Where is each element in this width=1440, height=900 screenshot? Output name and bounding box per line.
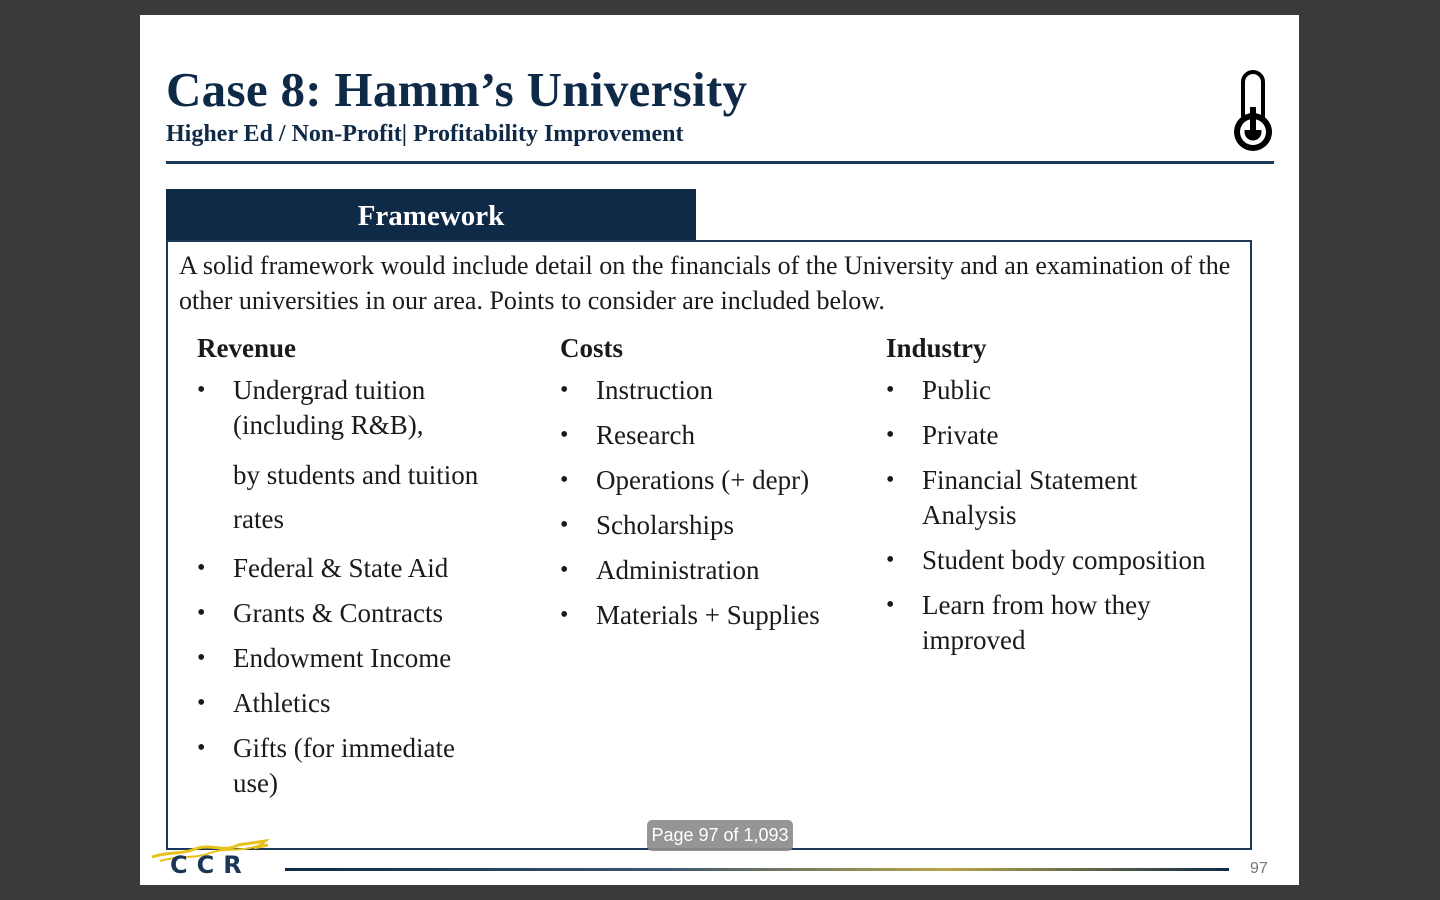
slide-page-number: 97 [1250, 860, 1268, 877]
footer-divider [285, 868, 1229, 871]
list-item: • Athletics [197, 686, 497, 721]
costs-heading: Costs [560, 333, 624, 363]
list-item: • Learn from how they improved [886, 588, 1172, 658]
slide-title: Case 8: Hamm’s University [166, 62, 748, 117]
list-item: • Operations (+ depr) [560, 463, 870, 498]
list-item: • Private [886, 418, 1236, 453]
costs-column [560, 332, 870, 643]
ccr-logo: CCR [170, 851, 251, 879]
list-item: • Instruction [560, 373, 870, 408]
list-item-continuation: by students and tuition rates [233, 460, 479, 534]
revenue-list [197, 373, 497, 801]
list-item: • Grants & Contracts [197, 596, 497, 631]
slide [140, 15, 1299, 885]
framework-box [166, 240, 1252, 850]
list-item: • Financial Statement Analysis [886, 463, 1162, 533]
list-item [197, 373, 479, 541]
list-item: • Endowment Income [197, 641, 497, 676]
revenue-heading: Revenue [197, 333, 296, 363]
list-item: • Federal & State Aid [197, 551, 497, 586]
title-divider [166, 161, 1274, 164]
page-indicator: Page 97 of 1,093 [647, 820, 793, 851]
industry-heading: Industry [886, 333, 987, 363]
thermometer-icon [1230, 69, 1276, 155]
revenue-column [197, 332, 497, 811]
list-item: • Materials + Supplies [560, 598, 870, 633]
list-item: • Administration [560, 553, 870, 588]
list-item: • Public [886, 373, 1236, 408]
list-item-text: Undergrad tuition (including R&B), [233, 375, 426, 440]
list-item: • Scholarships [560, 508, 870, 543]
slide-subtitle: Higher Ed / Non-Profit| Profitability Improvement [166, 121, 684, 147]
costs-list [560, 373, 870, 633]
list-item: • Student body composition [886, 543, 1236, 578]
framework-tab: Framework [166, 189, 696, 241]
list-item: • Research [560, 418, 870, 453]
industry-column [886, 332, 1236, 668]
industry-list [886, 373, 1236, 658]
list-item: • Gifts (for immediate use) [197, 731, 473, 801]
framework-intro: A solid framework would include detail on the financials of the University and an examination of the other universities in our area. Points to consider are included below. [179, 251, 1231, 315]
